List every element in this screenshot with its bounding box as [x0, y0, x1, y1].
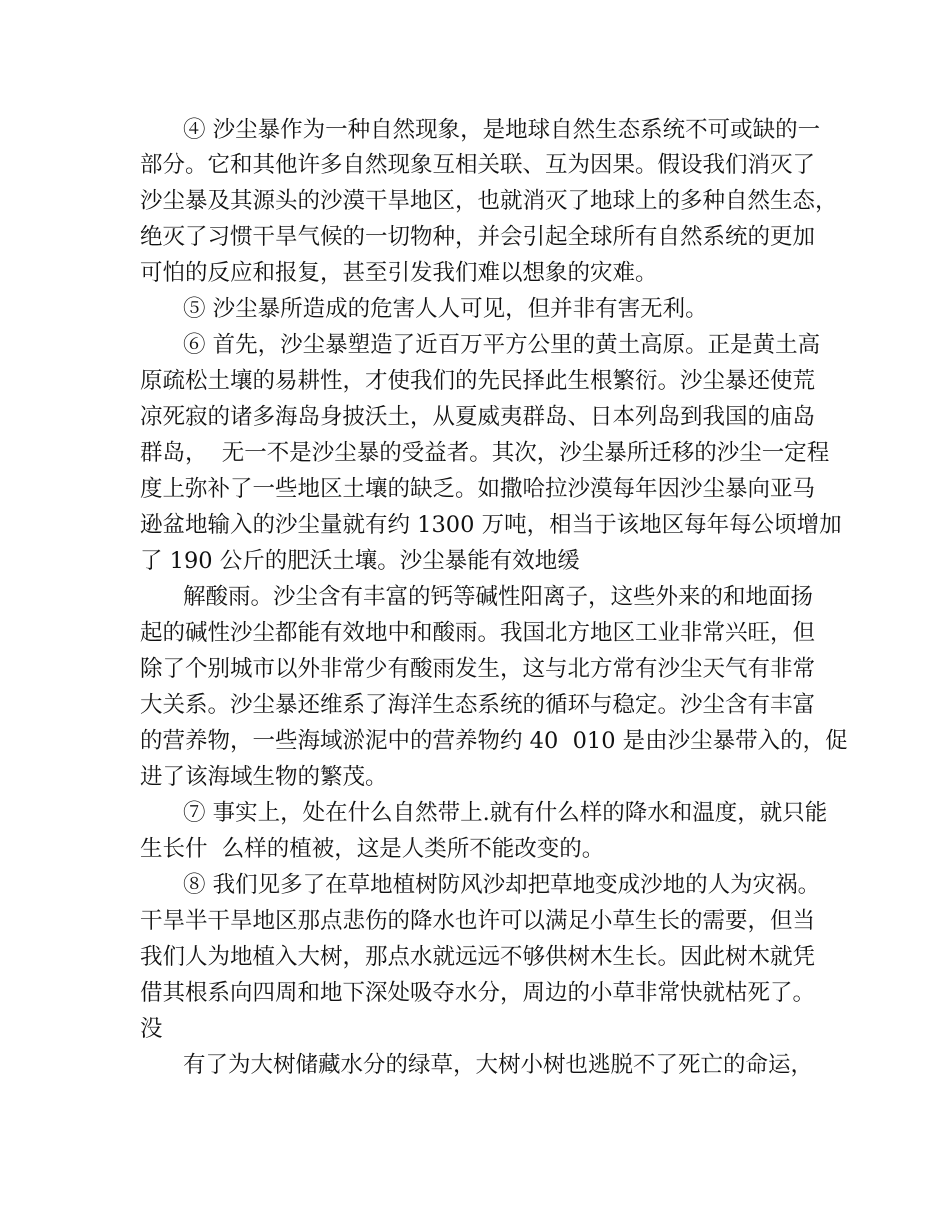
text-line: 干旱半干旱地区那点悲伤的降水也许可以满足小草生长的需要，但当 [140, 908, 816, 934]
text-line: 进了该海域生物的繁茂。 [140, 764, 388, 790]
text-line: ⑧ 我们见多了在草地植树防风沙却把草地变成沙地的人为灾祸。 [183, 872, 821, 898]
text-line: 群岛， 无一不是沙尘暴的受益者。其次，沙尘暴所迁移的沙尘一定程 [140, 440, 830, 466]
text-line: 原疏松土壤的易耕性，才使我们的先民择此生根繁衍。沙尘暴还使荒 [140, 368, 816, 394]
text-line: 了 190 公斤的肥沃土壤。沙尘暴能有效地缓 [140, 548, 580, 574]
text-line: 起的碱性沙尘都能有效地中和酸雨。我国北方地区工业非常兴旺，但 [140, 620, 816, 646]
text-line: 部分。它和其他许多自然现象互相关联、互为因果。假设我们消灭了 [140, 152, 816, 178]
text-line: 没 [140, 1016, 163, 1042]
text-line: 大关系。沙尘暴还维系了海洋生态系统的循环与稳定。沙尘含有丰富 [140, 692, 816, 718]
text-line: 我们人为地植入大树，那点水就远远不够供树木生长。因此树木就凭 [140, 944, 816, 970]
text-line: ⑦ 事实上，处在什么自然带上.就有什么样的降水和温度，就只能 [183, 800, 828, 826]
text-line: 绝灭了习惯干旱气候的一切物种，并会引起全球所有自然系统的更加 [140, 224, 816, 250]
text-line: ⑥ 首先，沙尘暴塑造了近百万平方公里的黄土高原。正是黄土高 [183, 332, 821, 358]
text-line: 凉死寂的诸多海岛身披沃土，从夏威夷群岛、日本列岛到我国的庙岛 [140, 404, 816, 430]
text-line: 借其根系向四周和地下深处吸夺水分，周边的小草非常快就枯死了。 [140, 980, 816, 1006]
text-line: 沙尘暴及其源头的沙漠干旱地区，也就消灭了地球上的多种自然生态， [140, 188, 838, 214]
text-line: 生长什 么样的植被，这是人类所不能改变的。 [140, 836, 605, 862]
text-line: 逊盆地输入的沙尘量就有约 1300 万吨，相当于该地区每年每公顷增加 [140, 512, 842, 538]
text-line: 解酸雨。沙尘含有丰富的钙等碱性阳离子，这些外来的和地面扬 [183, 584, 814, 610]
text-line: 除了个别城市以外非常少有酸雨发生，这与北方常有沙尘天气有非常 [140, 656, 816, 682]
text-line: ⑤ 沙尘暴所造成的危害人人可见，但并非有害无利。 [183, 296, 708, 322]
text-line: 的营养物，一些海域淤泥中的营养物约 40 010 是由沙尘暴带入的，促 [140, 728, 848, 754]
text-line: ④ 沙尘暴作为一种自然现象，是地球自然生态系统不可或缺的一 [183, 117, 821, 143]
text-line: 度上弥补了一些地区土壤的缺乏。如撒哈拉沙漠每年因沙尘暴向亚马 [140, 476, 816, 502]
text-line: 可怕的反应和报复，甚至引发我们难以想象的灾难。 [140, 260, 658, 286]
text-line: 有了为大树储藏水分的绿草，大树小树也逃脱不了死亡的命运， [183, 1052, 814, 1078]
